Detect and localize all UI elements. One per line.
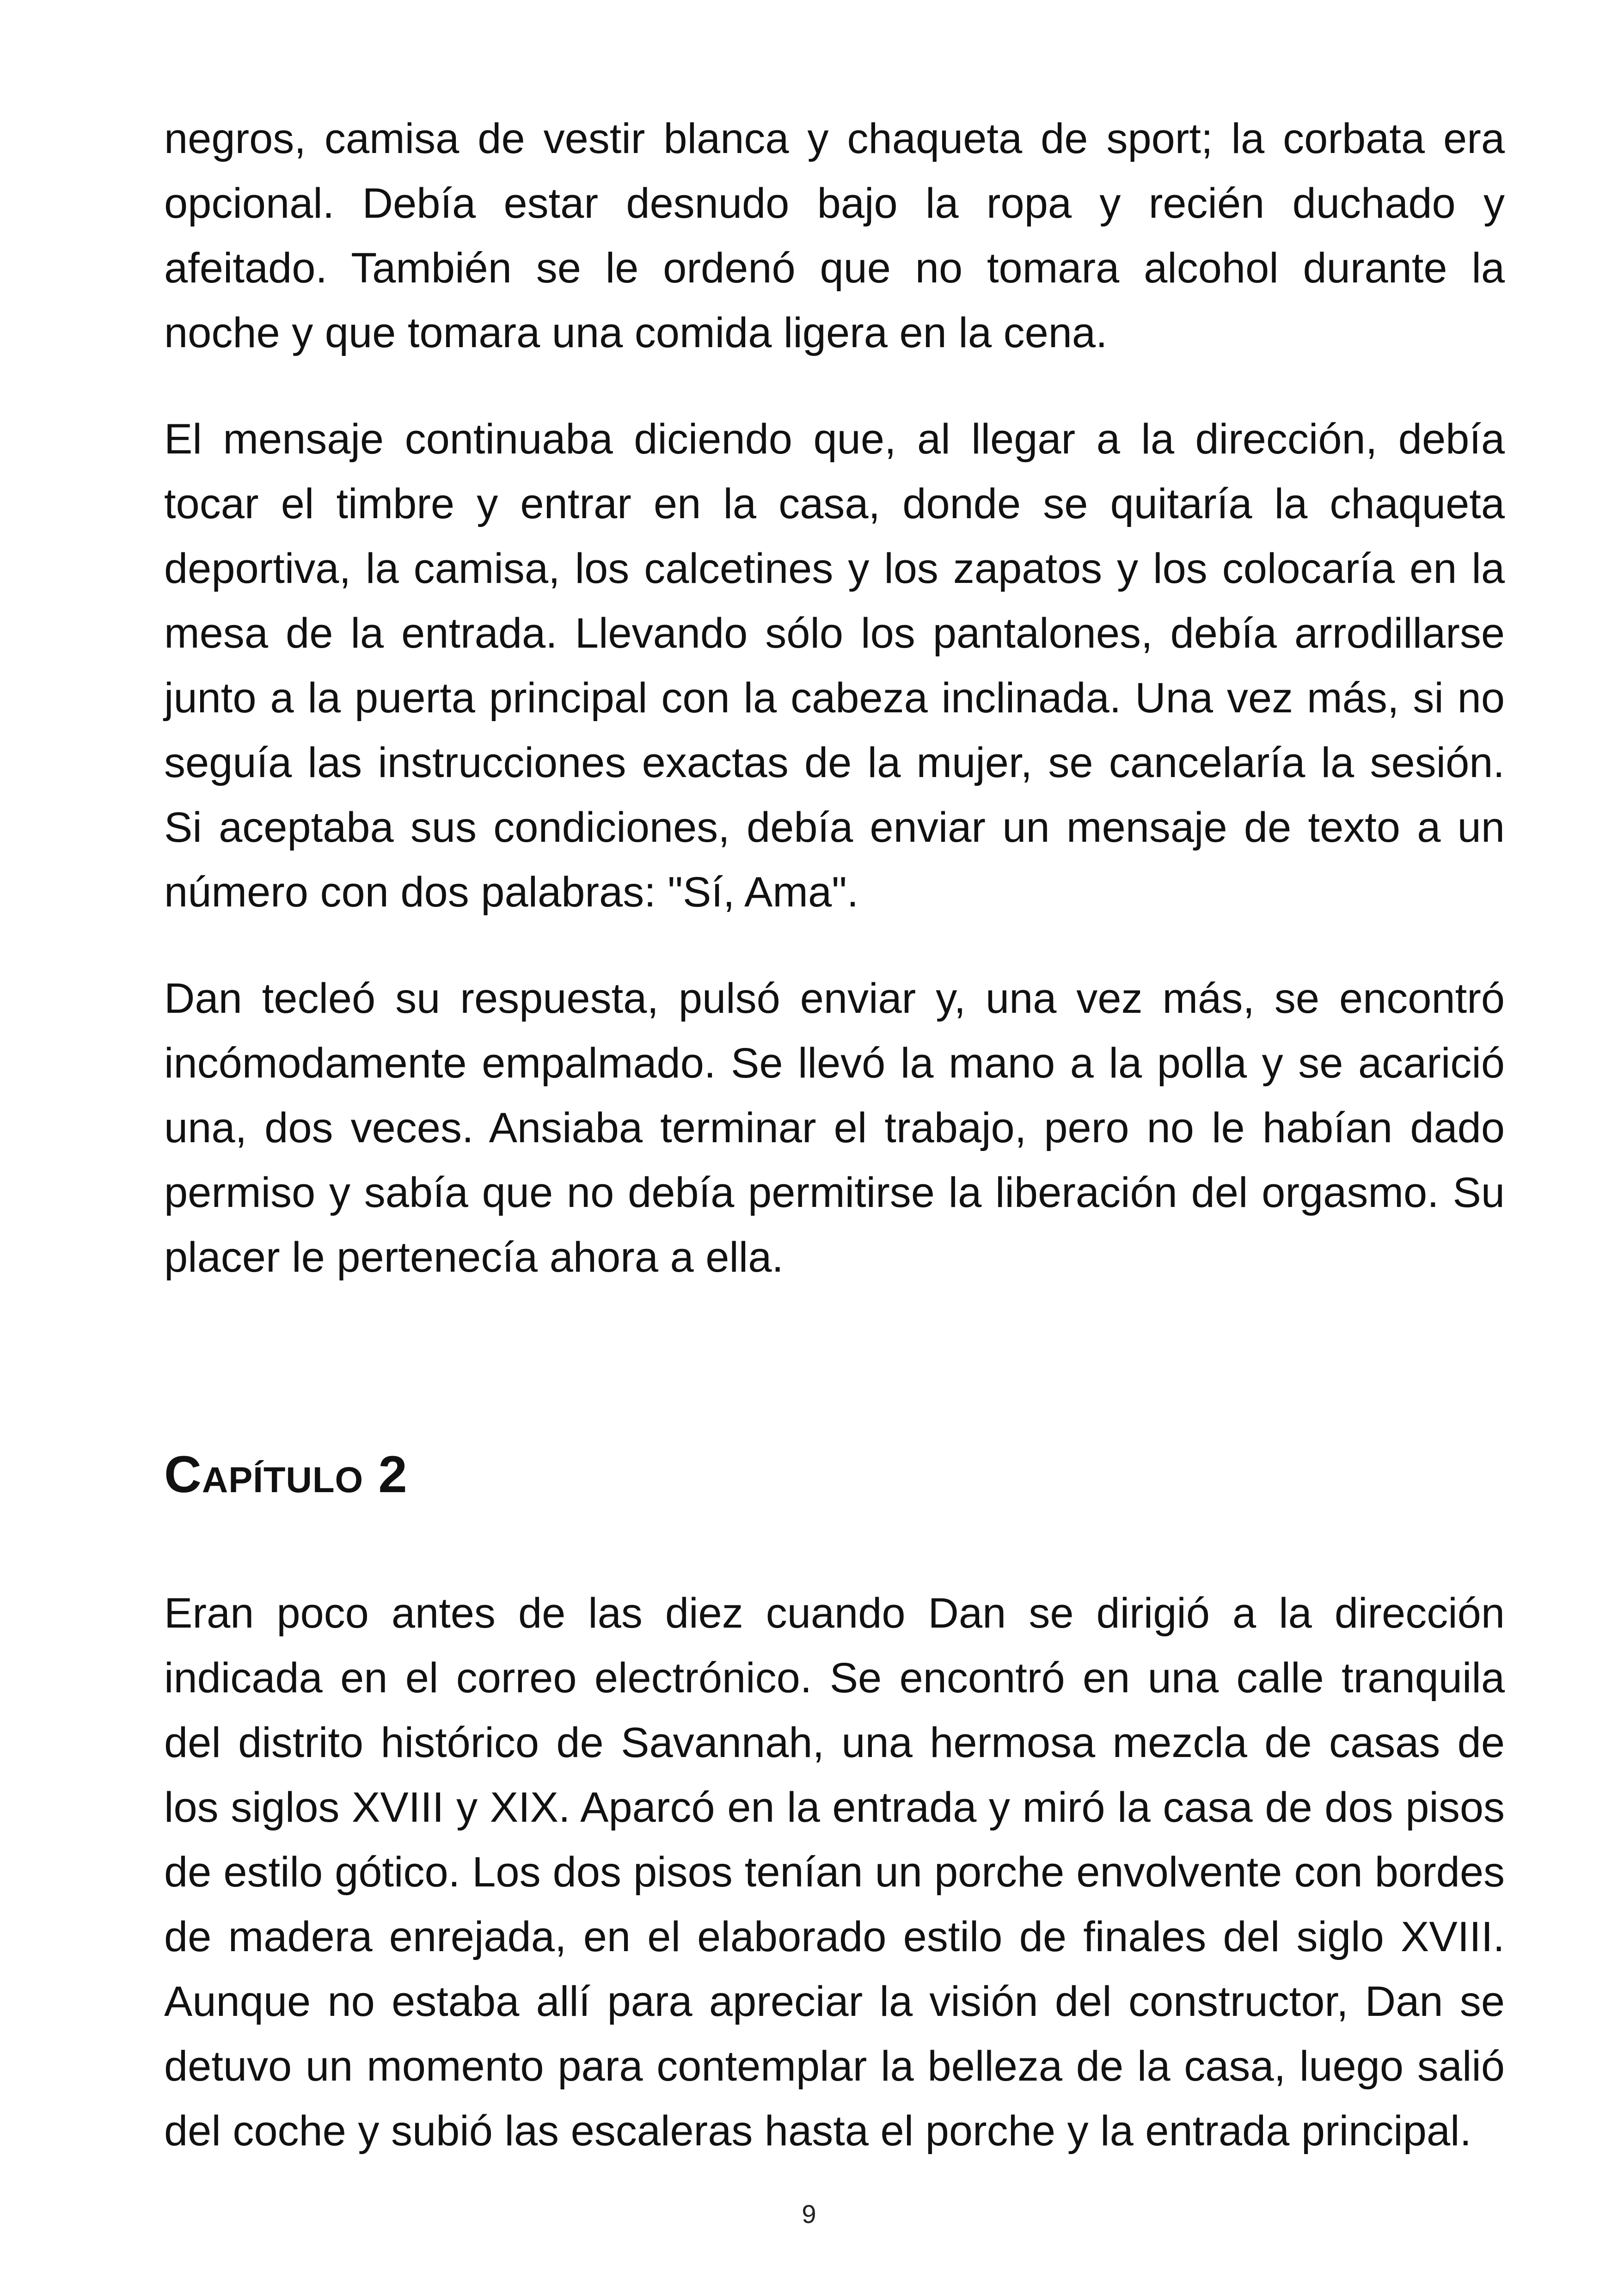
- page-number: 9: [802, 2199, 816, 2229]
- chapter-heading: Capítulo 2: [164, 1445, 408, 1503]
- paragraph-1: negros, camisa de vestir blanca y chaqueta de sport; la corbata era opcional. Debía estar desnudo bajo la ropa y recién duchado y afeitado. También se le ordenó que no tomara alcohol durante la noche y que tomara una comida ligera en la cena.: [164, 115, 1505, 356]
- paragraph-2: El mensaje continuaba diciendo que, al llegar a la dirección, debía tocar el timbre y entrar en la casa, donde se quitaría la chaqueta deportiva, la camisa, los calcetines y los zapatos y los colocaría en la mesa de la entrada. Llevando sólo los pantalones, debía arrodillarse junto a la puerta principal con la cabeza inclinada. Una vez más, si no seguía las instrucciones exactas de la mujer, se cancelaría la sesión. Si aceptaba sus condiciones, debía enviar un mensaje de texto a un número con dos palabras: "Sí, Ama".: [164, 416, 1505, 916]
- paragraph-4: Eran poco antes de las diez cuando Dan se dirigió a la dirección indicada en el correo electrónico. Se encontró en una calle tranquila del distrito histórico de Savannah, una hermosa mezcla de casas de los siglos XVIII y XIX. Aparcó en la entrada y miró la casa de dos pisos de estilo gótico. Los dos pisos tenían un porche envolvente con bordes de madera enrejada, en el elaborado estilo de finales del siglo XVIII. Aunque no estaba allí para apreciar la visión del constructor, Dan se detuvo un momento para contemplar la belleza de la casa, luego salió del coche y subió las escaleras hasta el porche y la entrada principal.: [164, 1590, 1505, 2155]
- paragraph-3: Dan tecleó su respuesta, pulsó enviar y, una vez más, se encontró incómodamente empalmado. Se llevó la mano a la polla y se acarició una, dos veces. Ansiaba terminar el trabajo, pero no le habían dado permiso y sabía que no debía permitirse la liberación del orgasmo. Su placer le pertenecía ahora a ella.: [164, 975, 1505, 1281]
